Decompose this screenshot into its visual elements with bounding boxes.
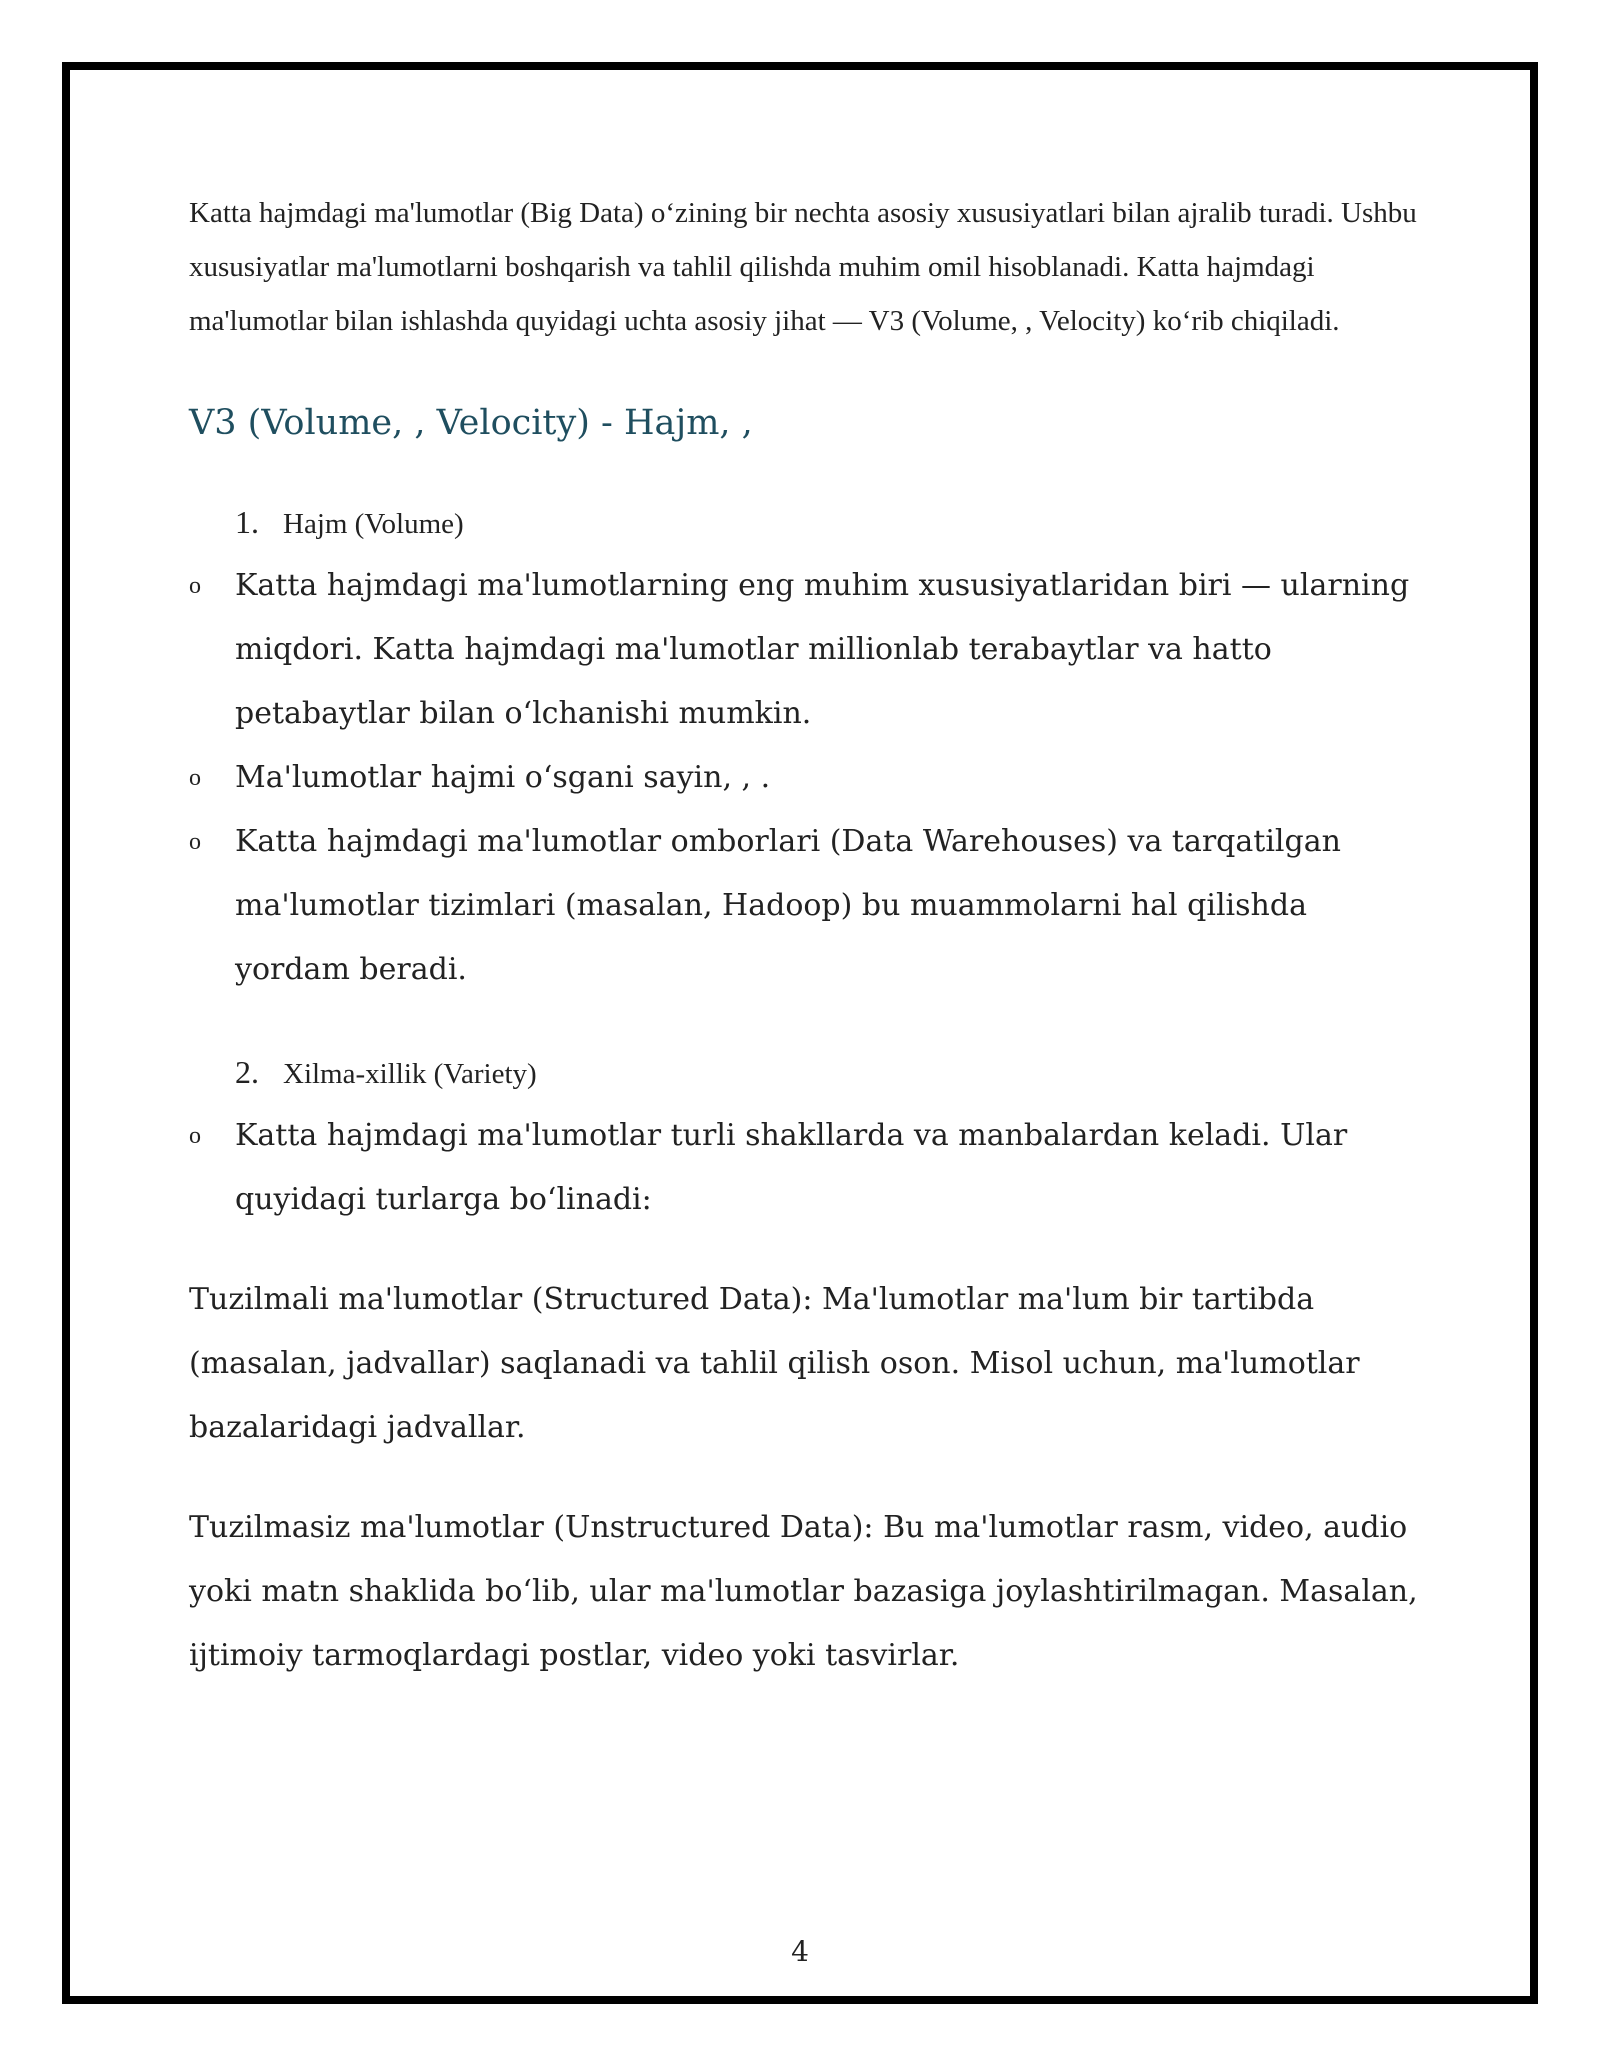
list-item — [189, 746, 1419, 810]
document-body — [189, 186, 1419, 1688]
item-title: Xilma-xillik (Variety) — [283, 1058, 537, 1090]
volume-bullet-list — [189, 554, 1419, 1002]
numbered-item-variety — [189, 1046, 1419, 1100]
page-number: 4 — [791, 1935, 809, 1968]
unstructured-data-paragraph: Tuzilmasiz ma'lumotlar (Unstructured Data): Bu ma'lumotlar rasm, video, audio yoki matn shaklida bo‘lib, ular ma'lumotlar bazasiga joylashtirilmagan. Masalan, ijtimoiy tarmoqlardagi postlar, video yoki tasvirlar. — [189, 1510, 1418, 1673]
bullet-marker: o — [189, 573, 201, 599]
bullet-marker: o — [189, 1123, 201, 1149]
list-item-text: Katta hajmdagi ma'lumotlar omborlari (Data Warehouses) va tarqatilgan ma'lumotlar tizimlari (masalan, Hadoop) bu muammolarni hal qilishda yordam beradi. — [235, 824, 1341, 987]
list-item — [189, 1104, 1419, 1232]
bullet-marker: o — [189, 765, 201, 791]
section-heading: V3 (Volume, , Velocity) - Hajm, , — [189, 403, 753, 443]
list-item-text: Ma'lumotlar hajmi o‘sgani sayin, , . — [235, 760, 771, 795]
structured-data-paragraph: Tuzilmali ma'lumotlar (Structured Data): Ma'lumotlar ma'lum bir tartibda (masalan, jadvallar) saqlanadi va tahlil qilish oson. Misol uchun, ma'lumotlar bazalaridagi jadvallar. — [189, 1282, 1360, 1445]
bullet-marker: o — [189, 829, 201, 855]
item-number: 1. — [235, 504, 259, 540]
list-item — [189, 810, 1419, 1002]
intro-paragraph: Katta hajmdagi ma'lumotlar (Big Data) o‘zining bir nechta asosiy xususiyatlari bilan ajralib turadi. Ushbu xususiyatlar ma'lumotlarni boshqarish va tahlil qilishda muhim omil hisoblanadi. Katta hajmdagi ma'lumotlar bilan ishlashda quyidagi uchta asosiy jihat — V3 (Volume, , Velocity) ko‘rib chiqiladi. — [189, 197, 1417, 337]
list-item — [189, 554, 1419, 746]
variety-bullet-list — [189, 1104, 1419, 1232]
list-item-text: Katta hajmdagi ma'lumotlarning eng muhim xususiyatlaridan biri — ularning miqdori. Katta hajmdagi ma'lumotlar millionlab terabaytlar va hatto petabaytlar bilan o‘lchanishi mumkin. — [235, 568, 1410, 731]
list-item-text: Katta hajmdagi ma'lumotlar turli shakllarda va manbalardan keladi. Ular quyidagi turlarga bo‘linadi: — [235, 1118, 1348, 1217]
item-number: 2. — [235, 1054, 259, 1090]
numbered-item-volume — [189, 496, 1419, 550]
item-title: Hajm (Volume) — [283, 508, 464, 540]
